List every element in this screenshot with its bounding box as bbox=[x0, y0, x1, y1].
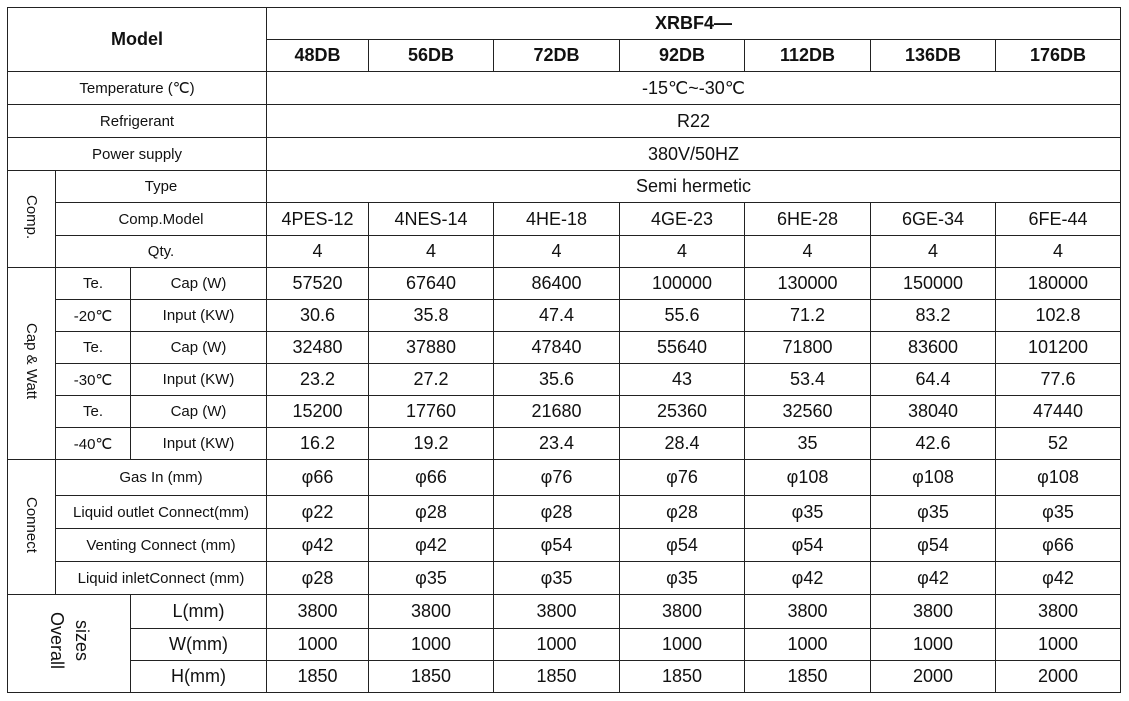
cap-value-cell: 180000 bbox=[996, 268, 1121, 300]
connect-value-cell: φ54 bbox=[620, 529, 745, 562]
input-value-cell: 71.2 bbox=[745, 300, 871, 332]
cap-value-cell: 130000 bbox=[745, 268, 871, 300]
connect-group-label bbox=[8, 460, 56, 595]
input-value-cell: 28.4 bbox=[620, 428, 745, 460]
cap-value-cell: 83600 bbox=[871, 332, 996, 364]
power-supply-label: Power supply bbox=[8, 138, 267, 171]
connect-value-cell: φ35 bbox=[871, 496, 996, 529]
cap-value-cell: 71800 bbox=[745, 332, 871, 364]
comp-qty-cell: 4 bbox=[996, 236, 1121, 268]
cap-value-cell: 57520 bbox=[267, 268, 369, 300]
cap-value-cell: 47840 bbox=[494, 332, 620, 364]
connect-value-cell: φ28 bbox=[620, 496, 745, 529]
comp-type-label: Type bbox=[56, 171, 267, 203]
input-label: Input (KW) bbox=[131, 300, 267, 332]
connect-value-cell: φ54 bbox=[745, 529, 871, 562]
comp-qty-cell: 4 bbox=[369, 236, 494, 268]
comp-model-cell: 4GE-23 bbox=[620, 203, 745, 236]
cap-value-cell: 47440 bbox=[996, 396, 1121, 428]
cap-value-cell: 150000 bbox=[871, 268, 996, 300]
cap-group-text: Cap & Watt bbox=[23, 323, 40, 400]
connect-value-cell: φ108 bbox=[745, 460, 871, 496]
te-label: Te. bbox=[56, 268, 131, 300]
cap-value-cell: 21680 bbox=[494, 396, 620, 428]
te-label: Te. bbox=[56, 332, 131, 364]
sizes-value-cell: 1000 bbox=[871, 629, 996, 661]
comp-qty-cell: 4 bbox=[620, 236, 745, 268]
input-value-cell: 35 bbox=[745, 428, 871, 460]
comp-qty-cell: 4 bbox=[871, 236, 996, 268]
input-value-cell: 35.6 bbox=[494, 364, 620, 396]
te-temp-label: -20℃ bbox=[56, 300, 131, 332]
sizes-value-cell: 1000 bbox=[996, 629, 1121, 661]
input-value-cell: 55.6 bbox=[620, 300, 745, 332]
sizes-value-cell: 1850 bbox=[745, 661, 871, 693]
input-value-cell: 35.8 bbox=[369, 300, 494, 332]
cap-value-cell: 25360 bbox=[620, 396, 745, 428]
connect-value-cell: φ35 bbox=[996, 496, 1121, 529]
cap-value-cell: 38040 bbox=[871, 396, 996, 428]
sizes-value-cell: 3800 bbox=[745, 595, 871, 629]
sizes-group-text bbox=[46, 612, 92, 669]
cap-value-cell: 32560 bbox=[745, 396, 871, 428]
connect-value-cell: φ35 bbox=[369, 562, 494, 595]
cap-value-cell: 37880 bbox=[369, 332, 494, 364]
input-label: Input (KW) bbox=[131, 364, 267, 396]
model-column-header: 92DB bbox=[620, 40, 745, 72]
power-supply-value: 380V/50HZ bbox=[267, 138, 1121, 171]
connect-value-cell: φ76 bbox=[494, 460, 620, 496]
sizes-value-cell: 1000 bbox=[620, 629, 745, 661]
sizes-value-cell: 1000 bbox=[369, 629, 494, 661]
connect-row-label: Venting Connect (mm) bbox=[56, 529, 267, 562]
sizes-value-cell: 1850 bbox=[369, 661, 494, 693]
sizes-row-label: W(mm) bbox=[131, 629, 267, 661]
cap-value-cell: 67640 bbox=[369, 268, 494, 300]
connect-row-label: Gas In (mm) bbox=[56, 460, 267, 496]
connect-value-cell: φ76 bbox=[620, 460, 745, 496]
model-column-header: 176DB bbox=[996, 40, 1121, 72]
te-label: Te. bbox=[56, 396, 131, 428]
input-value-cell: 102.8 bbox=[996, 300, 1121, 332]
input-value-cell: 64.4 bbox=[871, 364, 996, 396]
model-header: Model bbox=[8, 8, 267, 72]
cap-value-cell: 100000 bbox=[620, 268, 745, 300]
cap-value-cell: 55640 bbox=[620, 332, 745, 364]
comp-qty-label: Qty. bbox=[56, 236, 267, 268]
connect-row-label: Liquid outlet Connect(mm) bbox=[56, 496, 267, 529]
te-temp-label: -30℃ bbox=[56, 364, 131, 396]
connect-value-cell: φ66 bbox=[267, 460, 369, 496]
cap-value-cell: 101200 bbox=[996, 332, 1121, 364]
comp-model-cell: 6HE-28 bbox=[745, 203, 871, 236]
sizes-row-label: H(mm) bbox=[131, 661, 267, 693]
connect-value-cell: φ108 bbox=[871, 460, 996, 496]
input-value-cell: 47.4 bbox=[494, 300, 620, 332]
sizes-value-cell: 3800 bbox=[996, 595, 1121, 629]
series-header: XRBF4— bbox=[267, 8, 1121, 40]
sizes-value-cell: 1000 bbox=[267, 629, 369, 661]
connect-value-cell: φ28 bbox=[369, 496, 494, 529]
cap-value-cell: 17760 bbox=[369, 396, 494, 428]
input-value-cell: 30.6 bbox=[267, 300, 369, 332]
comp-model-cell: 6GE-34 bbox=[871, 203, 996, 236]
input-value-cell: 52 bbox=[996, 428, 1121, 460]
comp-qty-cell: 4 bbox=[267, 236, 369, 268]
comp-qty-cell: 4 bbox=[745, 236, 871, 268]
connect-value-cell: φ42 bbox=[267, 529, 369, 562]
model-column-header: 112DB bbox=[745, 40, 871, 72]
connect-value-cell: φ42 bbox=[996, 562, 1121, 595]
model-column-header: 56DB bbox=[369, 40, 494, 72]
sizes-value-cell: 1850 bbox=[494, 661, 620, 693]
sizes-group-text-2: sizes bbox=[72, 620, 92, 662]
connect-value-cell: φ66 bbox=[369, 460, 494, 496]
sizes-value-cell: 1000 bbox=[494, 629, 620, 661]
connect-group-text: Connect bbox=[23, 497, 40, 553]
refrigerant-value: R22 bbox=[267, 105, 1121, 138]
input-value-cell: 83.2 bbox=[871, 300, 996, 332]
connect-value-cell: φ66 bbox=[996, 529, 1121, 562]
cap-label: Cap (W) bbox=[131, 332, 267, 364]
sizes-value-cell: 2000 bbox=[996, 661, 1121, 693]
sizes-value-cell: 3800 bbox=[369, 595, 494, 629]
comp-model-cell: 4HE-18 bbox=[494, 203, 620, 236]
temperature-value: -15℃~-30℃ bbox=[267, 72, 1121, 105]
connect-value-cell: φ28 bbox=[494, 496, 620, 529]
connect-value-cell: φ35 bbox=[620, 562, 745, 595]
connect-value-cell: φ35 bbox=[494, 562, 620, 595]
connect-value-cell: φ35 bbox=[745, 496, 871, 529]
model-column-header: 136DB bbox=[871, 40, 996, 72]
connect-value-cell: φ54 bbox=[871, 529, 996, 562]
input-value-cell: 42.6 bbox=[871, 428, 996, 460]
connect-value-cell: φ42 bbox=[369, 529, 494, 562]
cap-label: Cap (W) bbox=[131, 396, 267, 428]
sizes-value-cell: 3800 bbox=[494, 595, 620, 629]
input-value-cell: 43 bbox=[620, 364, 745, 396]
cap-value-cell: 32480 bbox=[267, 332, 369, 364]
sizes-row-label: L(mm) bbox=[131, 595, 267, 629]
sizes-value-cell: 1000 bbox=[745, 629, 871, 661]
comp-group-text: Comp. bbox=[23, 194, 40, 240]
sizes-value-cell: 3800 bbox=[267, 595, 369, 629]
refrigerant-label: Refrigerant bbox=[8, 105, 267, 138]
comp-group-label bbox=[8, 171, 56, 268]
comp-model-cell: 4PES-12 bbox=[267, 203, 369, 236]
input-value-cell: 77.6 bbox=[996, 364, 1121, 396]
te-temp-label: -40℃ bbox=[56, 428, 131, 460]
sizes-value-cell: 2000 bbox=[871, 661, 996, 693]
connect-value-cell: φ108 bbox=[996, 460, 1121, 496]
cap-group-label bbox=[8, 268, 56, 460]
cap-value-cell: 15200 bbox=[267, 396, 369, 428]
cap-value-cell: 86400 bbox=[494, 268, 620, 300]
connect-value-cell: φ28 bbox=[267, 562, 369, 595]
connect-value-cell: φ22 bbox=[267, 496, 369, 529]
comp-model-cell: 6FE-44 bbox=[996, 203, 1121, 236]
input-label: Input (KW) bbox=[131, 428, 267, 460]
input-value-cell: 23.2 bbox=[267, 364, 369, 396]
connect-value-cell: φ54 bbox=[494, 529, 620, 562]
sizes-value-cell: 1850 bbox=[620, 661, 745, 693]
input-value-cell: 27.2 bbox=[369, 364, 494, 396]
input-value-cell: 16.2 bbox=[267, 428, 369, 460]
sizes-value-cell: 3800 bbox=[620, 595, 745, 629]
model-column-header: 48DB bbox=[267, 40, 369, 72]
comp-model-cell: 4NES-14 bbox=[369, 203, 494, 236]
sizes-group-text-1: Overall bbox=[47, 612, 67, 670]
connect-value-cell: φ42 bbox=[871, 562, 996, 595]
comp-model-label: Comp.Model bbox=[56, 203, 267, 236]
sizes-group-label bbox=[8, 595, 131, 693]
input-value-cell: 23.4 bbox=[494, 428, 620, 460]
sizes-value-cell: 1850 bbox=[267, 661, 369, 693]
comp-type-value: Semi hermetic bbox=[267, 171, 1121, 203]
connect-value-cell: φ42 bbox=[745, 562, 871, 595]
spec-table bbox=[7, 7, 1121, 693]
sizes-value-cell: 3800 bbox=[871, 595, 996, 629]
input-value-cell: 53.4 bbox=[745, 364, 871, 396]
input-value-cell: 19.2 bbox=[369, 428, 494, 460]
comp-qty-cell: 4 bbox=[494, 236, 620, 268]
model-column-header: 72DB bbox=[494, 40, 620, 72]
cap-label: Cap (W) bbox=[131, 268, 267, 300]
connect-row-label: Liquid inletConnect (mm) bbox=[56, 562, 267, 595]
temperature-label: Temperature (℃) bbox=[8, 72, 267, 105]
